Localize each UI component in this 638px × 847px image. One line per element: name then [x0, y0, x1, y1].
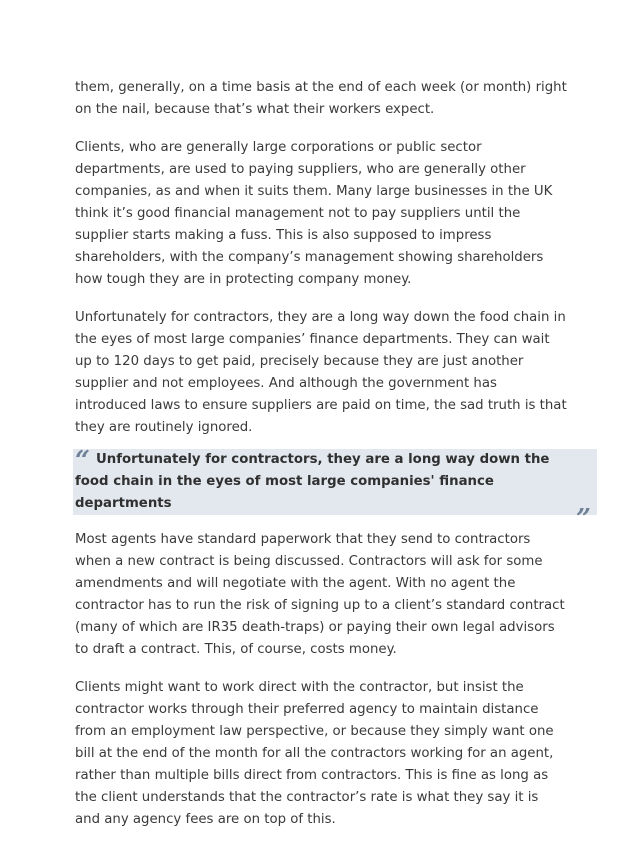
- paragraph-4: Most agents have standard paperwork that they send to contractors when a new contract is being discussed. Contractors will ask for some amendments and will negotiate with the agent. With no agent the contractor has to run the risk of signing up to a client’s standard contract (many of which are IR35 death-traps) or paying their own legal advisors to draft a contract. This, of course, costs money.: [75, 532, 565, 657]
- pull-quote: [73, 446, 597, 534]
- paragraph-3: Unfortunately for contractors, they are a long way down the food chain in the eyes of most large companies’ finance departments. They can wait up to 120 days to get paid, precisely because they are just another supplier and not employees. And although the government has introduced laws to ensure suppliers are paid on time, the sad truth is that they are routinely ignored.: [75, 310, 567, 435]
- close-quote-icon: ”: [576, 504, 591, 534]
- paragraph-2: Clients, who are generally large corporations or public sector departments, are used to paying suppliers, who are generally other companies, as and when it suits them. Many large businesses in the UK think it’s good financial management not to pay suppliers until the supplier starts making a fuss. This is also supposed to impress shareholders, with the company’s management showing shareholders how tough they are in protecting company money.: [75, 140, 553, 287]
- paragraph-5: Clients might want to work direct with the contractor, but insist the contractor works through their preferred agency to maintain distance from an employment law perspective, or because they simply want one bill at the end of the month for all the contractors working for an agent, rather than multiple bills direct from contractors. This is fine as long as the client understands that the contractor’s rate is what they say it is and any agency fees are on top of this.: [75, 680, 554, 827]
- document-page: [75, 77, 591, 847]
- paragraph-1: them, generally, on a time basis at the end of each week (or month) right on the nail, because that’s what their workers expect.: [75, 80, 567, 117]
- pull-quote-text: Unfortunately for contractors, they are a long way down the food chain in the eyes of most large companies' finance departments: [75, 452, 550, 511]
- open-quote-icon: “: [75, 446, 90, 476]
